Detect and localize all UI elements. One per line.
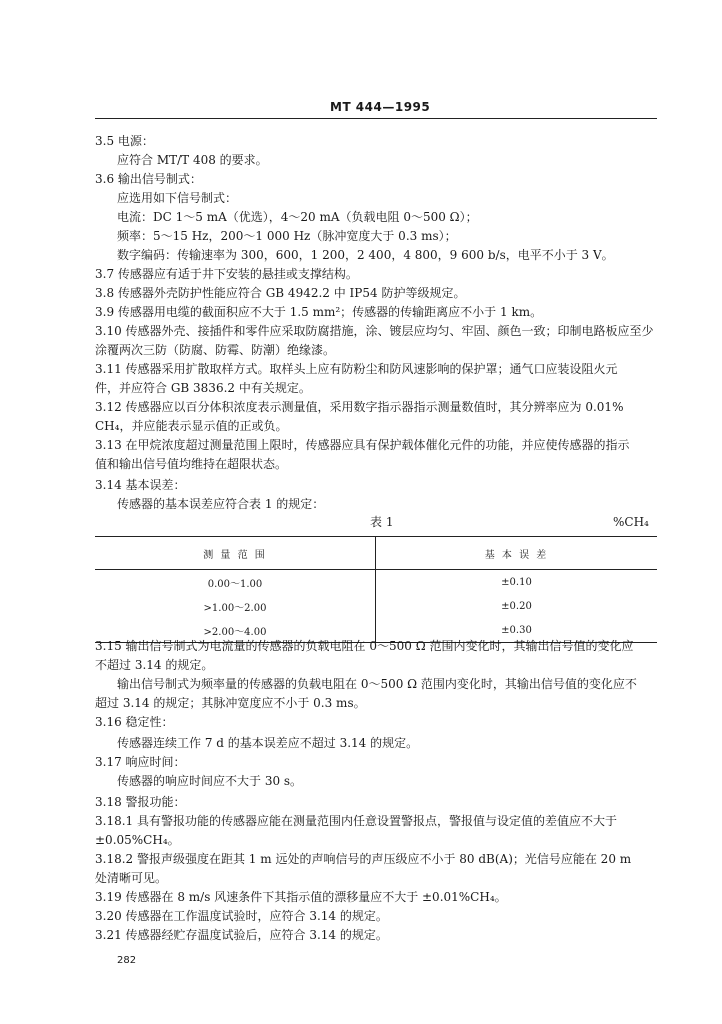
- text-line: 3.8 传感器外壳防护性能应符合 GB 4942.2 中 IP54 防护等级规定。: [95, 286, 466, 300]
- text-line: 3.13 在甲烷浓度超过测量范围上限时，传感器应具有保护载体催化元件的功能，并应使传感器的指示: [95, 438, 630, 452]
- text-line: 超过 3.14 的规定；其脉冲宽度应不小于 0.3 ms。: [95, 696, 366, 710]
- table-caption: 表 1: [370, 515, 394, 529]
- table-row: [95, 594, 657, 618]
- text-line: 3.12 传感器应以百分体积浓度表示测量值，采用数字指示器指示测量数值时，其分辨率应为 0.01%: [95, 400, 624, 414]
- text-line: 输出信号制式为频率量的传感器的负载电阻在 0～500 Ω 范围内变化时，其输出信号值的变化应不: [117, 677, 637, 691]
- text-line: 值和输出信号值均维持在超限状态。: [95, 457, 288, 471]
- text-line: 应选用如下信号制式：: [117, 191, 238, 205]
- table-unit: %CH₄: [613, 515, 649, 529]
- text-line: 3.11 传感器采用扩散取样方式。取样头上应有防粉尘和防风速影响的保护罩；通气口应装设阻火元: [95, 362, 618, 376]
- text-line: 频率：5～15 Hz，200～1 000 Hz（脉冲宽度大于 0.3 ms）；: [117, 229, 457, 243]
- text-line: 3.15 输出信号制式为电流量的传感器的负载电阻在 0～500 Ω 范围内变化时，其输出信号值的变化应: [95, 639, 634, 653]
- text-line: CH₄，并应能表示显示值的正或负。: [95, 419, 288, 433]
- table-cell: >2.00～4.00: [95, 618, 376, 643]
- standard-header: MT 444—1995: [330, 100, 431, 114]
- text-line: 传感器连续工作 7 d 的基本误差应不超过 3.14 的规定。: [117, 736, 419, 750]
- text-line: 3.18.2 警报声级强度在距其 1 m 远处的声响信号的声压级应不小于 80 dB(A)；光信号应能在 20 m: [95, 852, 632, 866]
- text-line: 3.7 传感器应有适于井下安装的悬挂或支撑结构。: [95, 267, 358, 281]
- table-row: [95, 570, 657, 595]
- header-rule: [95, 118, 657, 119]
- text-line: 涂覆两次三防（防腐、防霉、防潮）绝缘漆。: [95, 343, 336, 357]
- table-cell: ±0.20: [501, 600, 532, 612]
- table-cell: ±0.10: [501, 576, 532, 588]
- table-cell: >1.00～2.00: [95, 594, 376, 618]
- text-line: 传感器的响应时间应不大于 30 s。: [117, 774, 303, 788]
- basic-error-table: [95, 536, 657, 643]
- page-number: 282: [117, 955, 137, 966]
- table-cell: ±0.30: [376, 618, 658, 643]
- text-line: 应符合 MT/T 408 的要求。: [117, 153, 268, 167]
- table-cell: 0.00～1.00: [95, 570, 376, 595]
- text-line: 3.20 传感器在工作温度试验时，应符合 3.14 的规定。: [95, 909, 388, 923]
- table-header-cell: 基 本 误 差: [376, 537, 658, 570]
- text-line: 3.5 电源：: [95, 134, 154, 148]
- text-line: 不超过 3.14 的规定。: [95, 658, 214, 672]
- text-line: 3.14 基本误差：: [95, 478, 186, 492]
- text-line: 3.18.1 具有警报功能的传感器应能在测量范围内任意设置警报点，警报值与设定值的差值应不大于: [95, 814, 617, 828]
- text-line: 3.16 稳定性：: [95, 715, 174, 729]
- text-line: 件，并应符合 GB 3836.2 中有关规定。: [95, 381, 311, 395]
- table-header-row: [95, 537, 657, 570]
- text-line: 传感器的基本误差应符合表 1 的规定：: [117, 497, 325, 511]
- table-header-cell: 测 量 范 围: [95, 537, 376, 570]
- text-line: 3.6 输出信号制式：: [95, 172, 202, 186]
- text-line: 3.10 传感器外壳、接插件和零件应采取防腐措施，涂、镀层应均匀、牢固、颜色一致；印制电路板应至少: [95, 324, 654, 338]
- text-line: 3.18 警报功能：: [95, 795, 186, 809]
- text-line: 3.19 传感器在 8 m/s 风速条件下其指示值的漂移量应不大于 ±0.01%CH₄。: [95, 890, 507, 904]
- text-line: 3.9 传感器用电缆的截面积应不大于 1.5 mm²；传感器的传输距离应不小于 1 km。: [95, 305, 543, 319]
- text-line: 处清晰可见。: [95, 871, 168, 885]
- text-line: 3.17 响应时间：: [95, 755, 186, 769]
- text-line: ±0.05%CH₄。: [95, 833, 180, 847]
- text-line: 3.21 传感器经贮存温度试验后，应符合 3.14 的规定。: [95, 928, 388, 942]
- text-line: 数字编码：传输速率为 300，600，1 200，2 400，4 800，9 600 b/s，电平不小于 3 V。: [117, 248, 614, 262]
- text-line: 电流：DC 1～5 mA（优选），4～20 mA（负载电阻 0～500 Ω）；: [117, 210, 478, 224]
